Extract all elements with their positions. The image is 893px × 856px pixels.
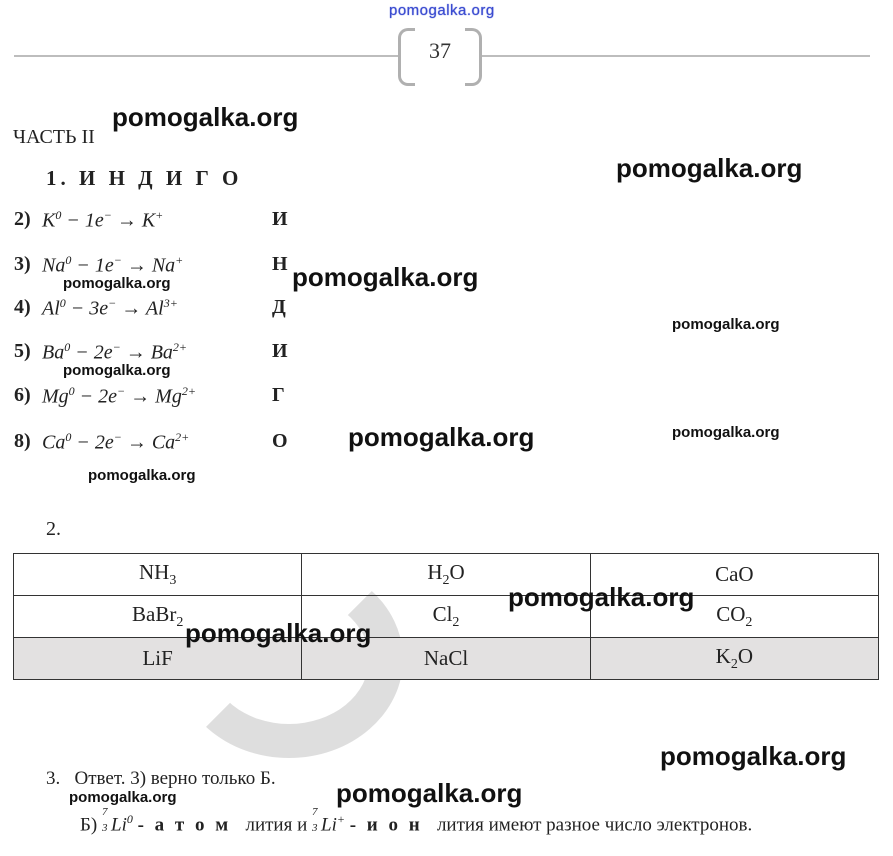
compounds-table [13, 553, 879, 680]
product-charge: 2+ [172, 340, 188, 354]
reactant-oxidation-state: 0 [59, 296, 66, 310]
product-symbol: Mg [155, 385, 182, 408]
watermark: pomogalka.org [348, 422, 535, 452]
watermark: pomogalka.org [63, 362, 171, 379]
product-symbol: Ba [150, 341, 173, 364]
formula-main: CO [716, 601, 746, 626]
ion-atomic-number: 3 [312, 822, 318, 834]
lithium-ion-symbol [312, 806, 345, 836]
answer-letter: Г [272, 384, 285, 406]
watermark: pomogalka.org [336, 778, 523, 808]
atom-charge: 0 [126, 812, 133, 826]
page-number: 37 [429, 38, 451, 63]
atom-atomic-number: 3 [102, 822, 108, 834]
atom-word: - а т о м [137, 814, 232, 836]
electron-charge: − [113, 430, 122, 444]
electron-term: − 2e [70, 341, 113, 364]
answer-letter: И [272, 208, 288, 230]
ion-element: Li [321, 814, 337, 836]
formula-subscript: 2 [442, 573, 450, 589]
section1-title: 1. И Н Д И Г О [46, 166, 243, 190]
watermark: pomogalka.org [616, 153, 803, 183]
formula-subscript: 2 [745, 615, 753, 631]
electron-term: − 2e [74, 385, 118, 408]
reactant-symbol: K [42, 209, 56, 232]
reaction-arrow: → [111, 209, 142, 232]
product-charge: + [175, 253, 184, 267]
formula-main: NH [138, 559, 170, 584]
equation-number: 6) [14, 384, 31, 406]
electron-charge: − [112, 340, 121, 354]
reactant-oxidation-state: 0 [68, 384, 75, 398]
table-cell [590, 638, 878, 680]
reaction-arrow: → [116, 297, 146, 320]
header-rule-right [482, 55, 870, 57]
section3-tail-text: лития имеют разное число электронов. [436, 814, 753, 836]
equation-formula [42, 340, 187, 365]
formula-subscript: 2 [730, 657, 738, 673]
reaction-arrow: → [121, 254, 152, 277]
ion-mass-number: 7 [312, 806, 318, 818]
formula-main: CaO [715, 562, 754, 586]
electron-term: − 2e [71, 431, 114, 454]
equation-number: 2) [14, 208, 31, 230]
product-symbol: Ca [151, 431, 176, 454]
product-charge: + [155, 208, 164, 222]
reactant-oxidation-state: 0 [64, 340, 71, 354]
formula-subscript: 3 [169, 573, 177, 589]
reaction-arrow: → [125, 385, 156, 408]
watermark: pomogalka.org [63, 275, 171, 292]
equation-formula [42, 384, 196, 409]
product-symbol: K [141, 209, 156, 232]
formula-main: BaBr [132, 601, 177, 626]
formula-tail: O [737, 643, 753, 668]
product-charge: 2+ [181, 384, 196, 398]
electron-charge: − [117, 384, 126, 398]
equation-formula [42, 253, 183, 278]
electron-charge: − [103, 208, 112, 222]
formula-main: K [715, 643, 731, 668]
watermark: pomogalka.org [112, 102, 299, 132]
equation-formula [42, 430, 189, 455]
electron-term: − 3e [65, 297, 109, 320]
reactant-oxidation-state: 0 [55, 208, 62, 222]
table-row [14, 638, 879, 680]
electron-term: − 1e [61, 209, 104, 232]
formula-main: Cl [432, 601, 453, 626]
section3-line2 [80, 806, 753, 836]
answer-letter: О [272, 430, 288, 452]
reactant-symbol: Al [42, 297, 60, 320]
ion-charge: + [336, 812, 345, 826]
watermark: pomogalka.org [508, 582, 695, 612]
equation-formula [42, 296, 178, 321]
formula-main: NaCl [423, 646, 469, 670]
watermark: pomogalka.org [88, 467, 196, 484]
page-number-frame [398, 28, 482, 82]
formula-subscript: 2 [452, 615, 460, 631]
product-symbol: Na [151, 254, 176, 277]
reaction-arrow: → [120, 341, 151, 364]
answer-letter: Н [272, 253, 288, 275]
electron-charge: − [108, 296, 117, 310]
table-row [14, 554, 879, 596]
section3-mid-text: лития и [245, 814, 308, 836]
header-rule-left [14, 55, 398, 57]
atom-element: Li [111, 814, 127, 836]
top-watermark: pomogalka.org [389, 2, 495, 19]
table-row [14, 596, 879, 638]
section3-b-prefix: Б) [80, 814, 98, 836]
atom-mass-number: 7 [102, 806, 108, 818]
reaction-arrow: → [121, 431, 152, 454]
product-symbol: Al [145, 297, 164, 320]
equation-number: 5) [14, 340, 31, 362]
formula-main: LiF [142, 646, 173, 670]
formula-main: H [427, 559, 443, 584]
section3-line1 [46, 768, 276, 790]
electron-charge: − [113, 253, 122, 267]
watermark: pomogalka.org [660, 741, 847, 771]
product-charge: 2+ [175, 430, 190, 444]
answer-letter: И [272, 340, 288, 362]
watermark: pomogalka.org [292, 262, 479, 292]
watermark: pomogalka.org [185, 618, 372, 648]
ion-word: - и о н [349, 814, 423, 836]
formula-subscript: 2 [176, 615, 184, 631]
equation-number: 3) [14, 253, 31, 275]
watermark: pomogalka.org [672, 316, 780, 333]
electron-term: − 1e [71, 254, 114, 277]
reactant-oxidation-state: 0 [65, 430, 72, 444]
reactant-symbol: Mg [42, 385, 69, 408]
section3-label: 3. [46, 768, 61, 789]
reactant-symbol: Na [42, 254, 66, 277]
lithium-atom-symbol [102, 806, 133, 836]
equation-number: 4) [14, 296, 31, 318]
part-title: ЧАСТЬ II [13, 126, 95, 148]
table-cell [14, 554, 302, 596]
watermark: pomogalka.org [672, 424, 780, 441]
watermark: pomogalka.org [69, 789, 177, 806]
equation-number: 8) [14, 430, 31, 452]
product-charge: 3+ [163, 296, 178, 310]
reactant-symbol: Ba [42, 341, 65, 364]
section3-answer: Ответ. 3) верно только Б. [74, 768, 276, 789]
reactant-symbol: Ca [42, 431, 66, 454]
reactant-oxidation-state: 0 [65, 253, 72, 267]
formula-tail: O [449, 559, 465, 584]
section2-label: 2. [46, 518, 61, 540]
equation-formula [42, 208, 163, 233]
answer-letter: Д [272, 296, 286, 318]
